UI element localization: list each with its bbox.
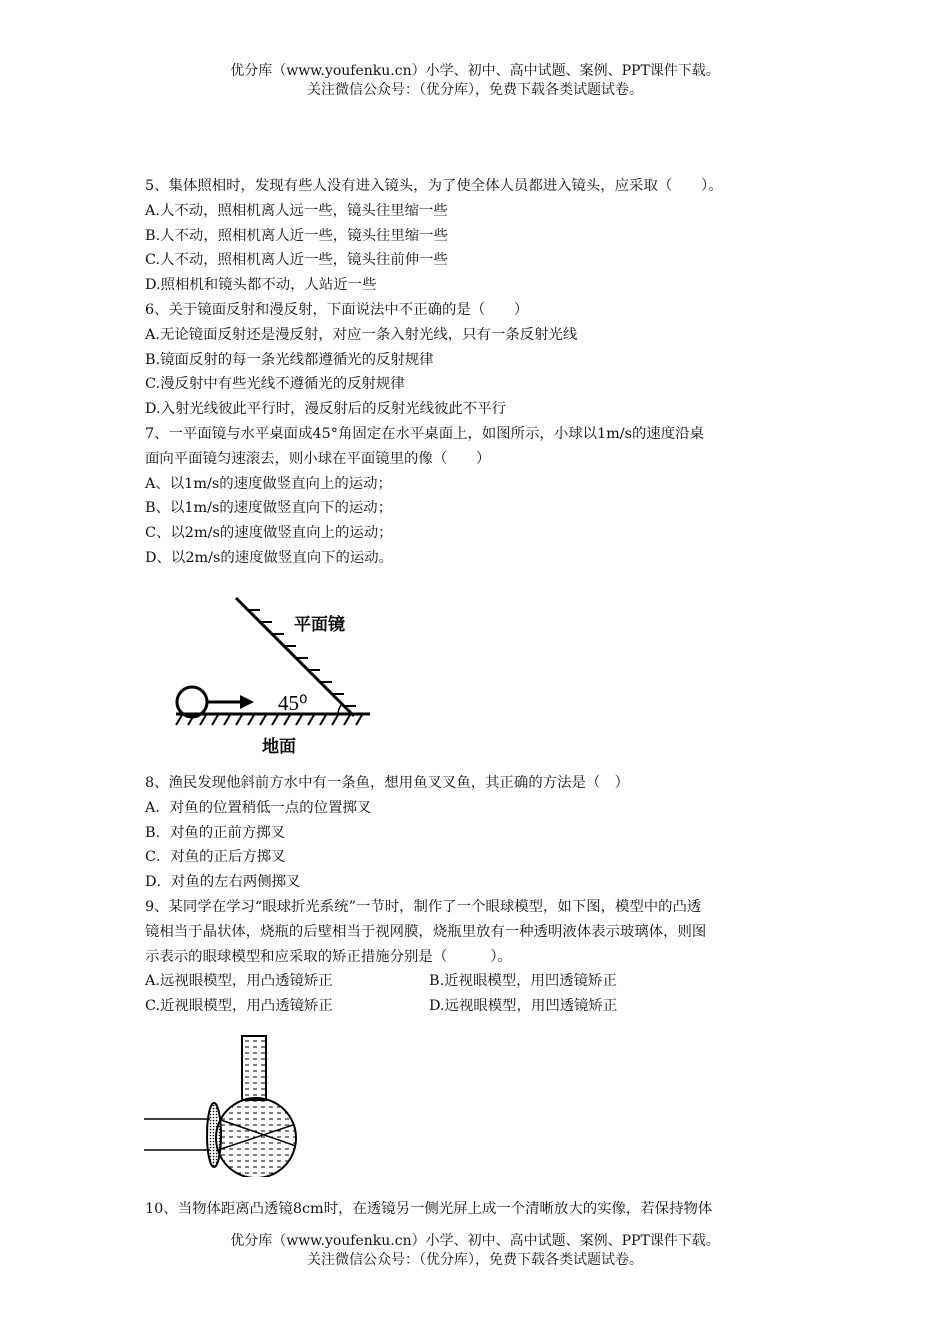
header-line-1: 优分库（www.youfenku.cn）小学、初中、高中试题、案例、PPT课件下载。 <box>230 63 720 79</box>
q7-stem-line-2: 面向平面镜匀速滚去，则小球在平面镜里的像（ ） <box>145 450 491 467</box>
q6-option-d: D.入射光线彼此平行时，漫反射后的反射光线彼此不平行 <box>145 401 506 418</box>
arrow-head <box>240 695 254 709</box>
ground-label: 地面 <box>262 737 296 757</box>
q6-option-b: B.镜面反射的每一条光线都遵循光的反射规律 <box>145 351 434 368</box>
mirror-label: 平面镜 <box>294 615 345 635</box>
convex-lens <box>207 1103 221 1167</box>
q9-stem-line-1: 9、某同学在学习“眼球折光系统”一节时，制作了一个眼球模型，如下图，模型中的凸透 <box>145 898 702 915</box>
mirror-45-figure <box>170 592 380 762</box>
page-footer <box>0 1232 950 1270</box>
q7-stem-line-1: 7、一平面镜与水平桌面成45°角固定在水平桌面上，如图所示，小球以1m/s的速度沿桌 <box>145 425 704 442</box>
q7-option-b: B、以1m/s的速度做竖直向下的运动； <box>145 500 393 517</box>
q7-option-a: A、以1m/s的速度做竖直向上的运动； <box>145 475 392 492</box>
q5-option-a: A.人不动，照相机离人远一些，镜头往里缩一些 <box>145 202 448 219</box>
footer-line-1: 优分库（www.youfenku.cn）小学、初中、高中试题、案例、PPT课件下载。 <box>230 1233 720 1249</box>
q9-option-d: D.远视眼模型，用凹透镜矫正 <box>429 998 618 1015</box>
footer-line-2: 关注微信公众号：（优分库），免费下载各类试题试卷。 <box>307 1252 643 1268</box>
q6-stem: 6、关于镜面反射和漫反射，下面说法中不正确的是（ ） <box>145 301 529 318</box>
q9-options-row-1 <box>145 969 815 994</box>
q8-option-b: B．对鱼的正前方掷叉 <box>145 824 286 841</box>
q5-stem: 5、集体照相时，发现有些人没有进入镜头，为了使全体人员都进入镜头，应采取（ ）。 <box>145 178 723 194</box>
q5-option-d: D.照相机和镜头都不动，人站近一些 <box>145 277 377 294</box>
q7-option-c: C、以2m/s的速度做竖直向上的运动； <box>145 525 393 542</box>
q9-option-c: C.近视眼模型，用凸透镜矫正 <box>145 998 333 1015</box>
q5-option-b: B.人不动，照相机离人近一些，镜头往里缩一些 <box>145 227 448 244</box>
q9-option-b: B.近视眼模型，用凹透镜矫正 <box>429 973 617 990</box>
q8-option-a: A．对鱼的位置稍低一点的位置掷叉 <box>145 799 372 816</box>
flask-neck <box>242 1036 266 1100</box>
q9-options-row-2 <box>145 994 815 1019</box>
q10-stem: 10、当物体距离凸透镜8cm时，在透镜另一侧光屏上成一个清晰放大的实像，若保持物体 <box>145 1201 713 1217</box>
question-block-5-7 <box>145 174 815 571</box>
q6-option-c: C.漫反射中有些光线不遵循光的反射规律 <box>145 376 405 393</box>
eyeball-model-figure <box>140 1032 310 1177</box>
angle-label: 45⁰ <box>278 691 308 715</box>
q6-option-a: A.无论镜面反射还是漫反射，对应一条入射光线，只有一条反射光线 <box>145 326 578 343</box>
q8-option-c: C．对鱼的正后方掷叉 <box>145 849 286 866</box>
q8-option-d: D．对鱼的左右两侧掷叉 <box>145 874 301 891</box>
q9-stem-line-3: 示表示的眼球模型和应采取的矫正措施分别是（ ）。 <box>145 948 512 965</box>
q9-stem-line-2: 镜相当于晶状体，烧瓶的后壁相当于视网膜，烧瓶里放有一种透明液体表示玻璃体，则图 <box>145 923 707 940</box>
question-block-10 <box>145 1197 815 1222</box>
header-line-2: 关注微信公众号：（优分库），免费下载各类试题试卷。 <box>307 82 643 98</box>
ground-hatches <box>176 715 362 725</box>
page-header <box>0 62 950 100</box>
q5-option-c: C.人不动，照相机离人近一些，镜头往前伸一些 <box>145 252 448 269</box>
q8-stem: 8、渔民发现他斜前方水中有一条鱼，想用鱼叉叉鱼，其正确的方法是（ ） <box>145 775 630 791</box>
q9-option-a: A.远视眼模型，用凸透镜矫正 <box>145 973 333 990</box>
question-block-8-9 <box>145 771 815 1019</box>
q7-option-d: D、以2m/s的速度做竖直向下的运动。 <box>145 549 394 566</box>
